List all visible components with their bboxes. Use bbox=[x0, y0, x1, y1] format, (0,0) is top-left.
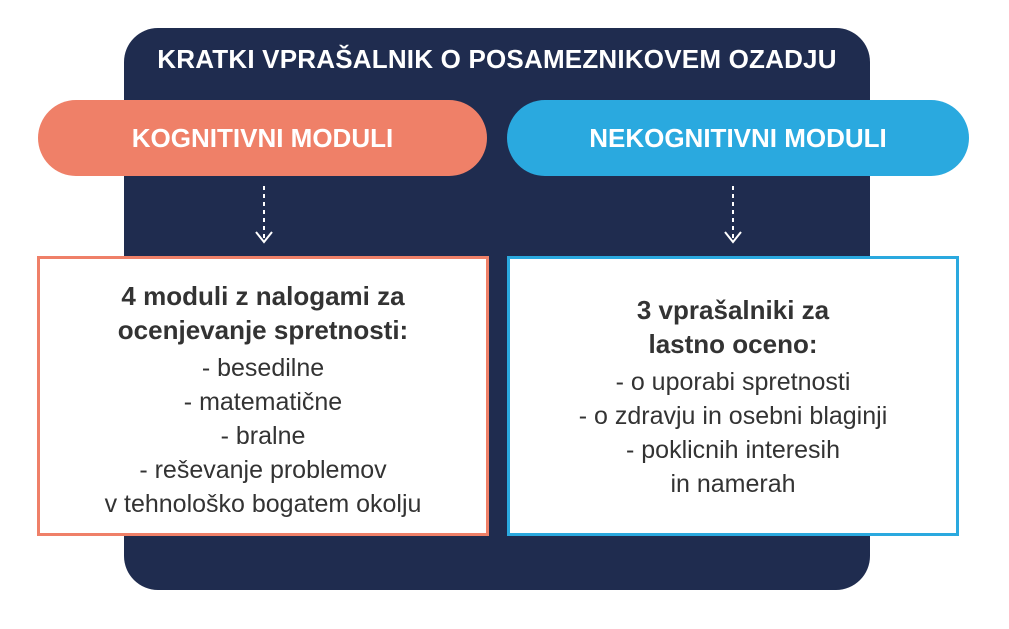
list-item: - bralne bbox=[220, 422, 306, 450]
dashed-arrow-down-icon bbox=[252, 184, 276, 248]
noncognitive-heading bbox=[510, 293, 956, 361]
heading-line: ocenjevanje spretnosti: bbox=[117, 315, 409, 345]
cognitive-modules-pill: KOGNITIVNI MODULI bbox=[38, 100, 487, 176]
heading-line: 3 vprašalniki za bbox=[636, 295, 830, 325]
list-item: v tehnološko bogatem okolju bbox=[104, 490, 422, 518]
noncognitive-modules-box bbox=[507, 256, 959, 536]
heading-line: lastno oceno: bbox=[648, 329, 818, 359]
list-item: - besedilne bbox=[201, 354, 325, 382]
diagram-title: KRATKI VPRAŠALNIK O POSAMEZNIKOVEM OZADJU bbox=[157, 44, 837, 74]
list-item: in namerah bbox=[670, 470, 796, 498]
heading-line: 4 moduli z nalogami za bbox=[121, 281, 405, 311]
cognitive-heading bbox=[40, 279, 486, 347]
dashed-arrow-down-icon bbox=[721, 184, 745, 248]
noncognitive-modules-pill: NEKOGNITIVNI MODULI bbox=[507, 100, 969, 176]
cognitive-modules-box bbox=[37, 256, 489, 536]
list-item: - o uporabi spretnosti bbox=[615, 368, 851, 396]
list-item: - poklicnih interesih bbox=[626, 436, 840, 464]
list-item: - o zdravju in osebni blaginji bbox=[578, 402, 888, 430]
list-item: - reševanje problemov bbox=[139, 456, 387, 484]
list-item: - matematične bbox=[183, 388, 343, 416]
